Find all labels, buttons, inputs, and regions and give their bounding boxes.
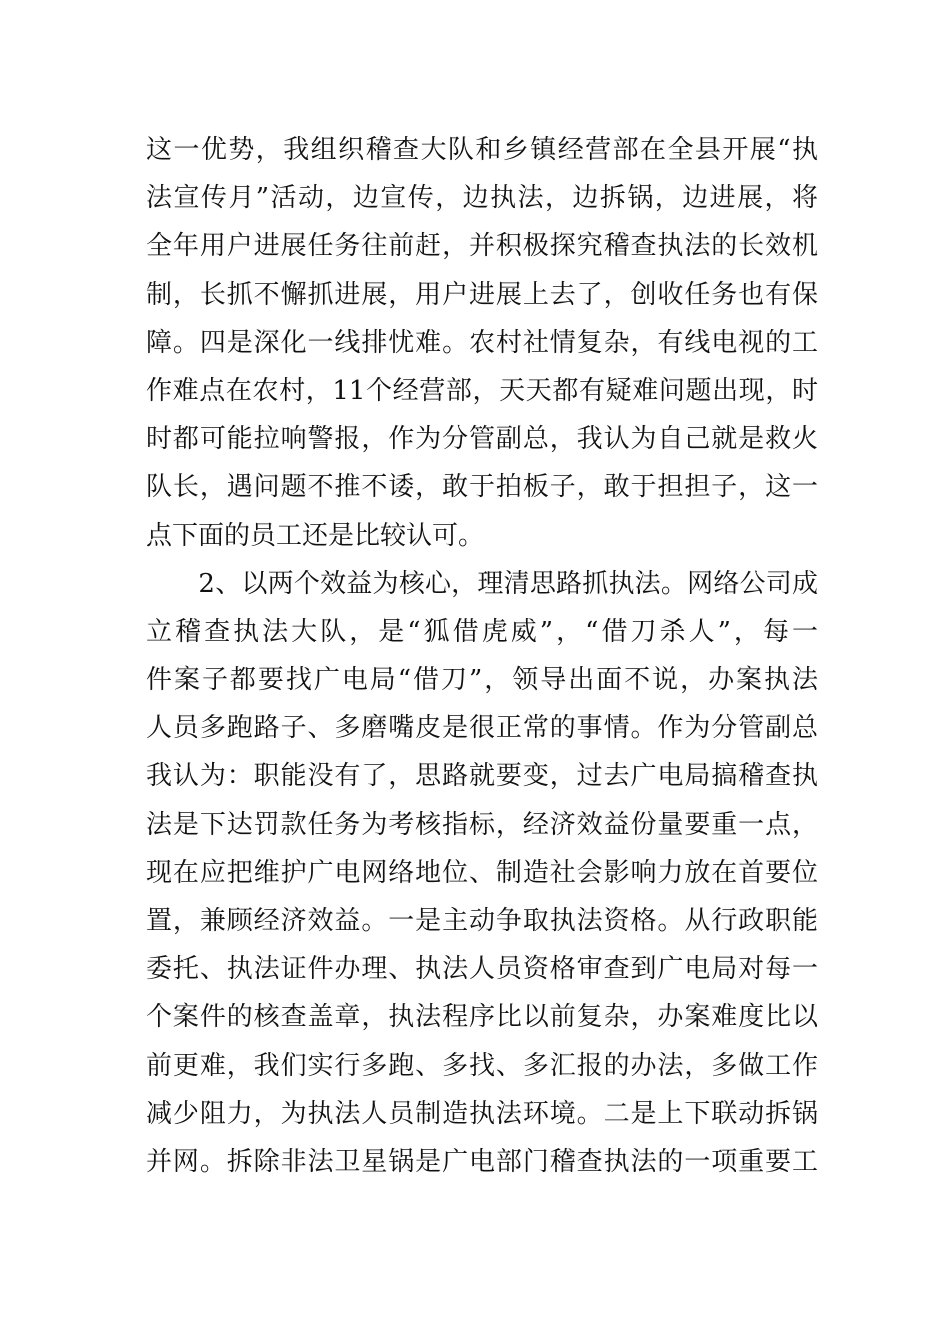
text-line: 前更难，我们实行多跑、多找、多汇报的办法，多做工作 bbox=[146, 1050, 818, 1081]
text-line: 个案件的核查盖章，执法程序比以前复杂，办案难度比以 bbox=[146, 1002, 818, 1033]
text-line: 委托、执法证件办理、执法人员资格审查到广电局对每一 bbox=[146, 954, 818, 985]
text-line: 人员多跑路子、多磨嘴皮是很正常的事情。作为分管副总 bbox=[146, 713, 818, 744]
text-line: 法宣传月”活动，边宣传，边执法，边拆锅，边进展，将 bbox=[146, 183, 818, 214]
text-line: 并网。拆除非法卫星锅是广电部门稽查执法的一项重要工 bbox=[146, 1146, 818, 1177]
text-line: 2、以两个效益为核心，理清思路抓执法。网络公司成 bbox=[146, 568, 818, 599]
text-line: 我认为：职能没有了，思路就要变，过去广电局搞稽查执 bbox=[146, 761, 818, 792]
text-line: 全年用户进展任务往前赶，并积极探究稽查执法的长效机 bbox=[146, 231, 818, 262]
text-line: 法是下达罚款任务为考核指标，经济效益份量要重一点， bbox=[146, 809, 818, 840]
text-line: 这一优势，我组织稽查大队和乡镇经营部在全县开展“执 bbox=[146, 135, 818, 165]
text-line: 时都可能拉响警报，作为分管副总，我认为自己就是救火 bbox=[146, 424, 818, 455]
text-line: 立稽查执法大队，是“狐借虎威”，“借刀杀人”，每一 bbox=[146, 616, 818, 647]
text-line: 作难点在农村，11个经营部，天天都有疑难问题出现，时 bbox=[146, 375, 818, 406]
text-line: 减少阻力，为执法人员制造执法环境。二是上下联动拆锅 bbox=[146, 1098, 818, 1129]
text-line: 现在应把维护广电网络地位、制造社会影响力放在首要位 bbox=[146, 857, 818, 888]
text-line: 点下面的员工还是比较认可。 bbox=[146, 520, 485, 551]
document-body bbox=[146, 126, 818, 1186]
text-line: 件案子都要找广电局“借刀”，领导出面不说，办案执法 bbox=[146, 665, 818, 696]
text-line: 队长，遇问题不推不诿，敢于拍板子，敢于担担子，这一 bbox=[146, 472, 818, 503]
text-line: 置，兼顾经济效益。一是主动争取执法资格。从行政职能 bbox=[146, 906, 818, 936]
text-line: 制，长抓不懈抓进展，用户进展上去了，创收任务也有保 bbox=[146, 279, 818, 310]
text-line: 障。四是深化一线排忧难。农村社情复杂，有线电视的工 bbox=[146, 327, 818, 358]
